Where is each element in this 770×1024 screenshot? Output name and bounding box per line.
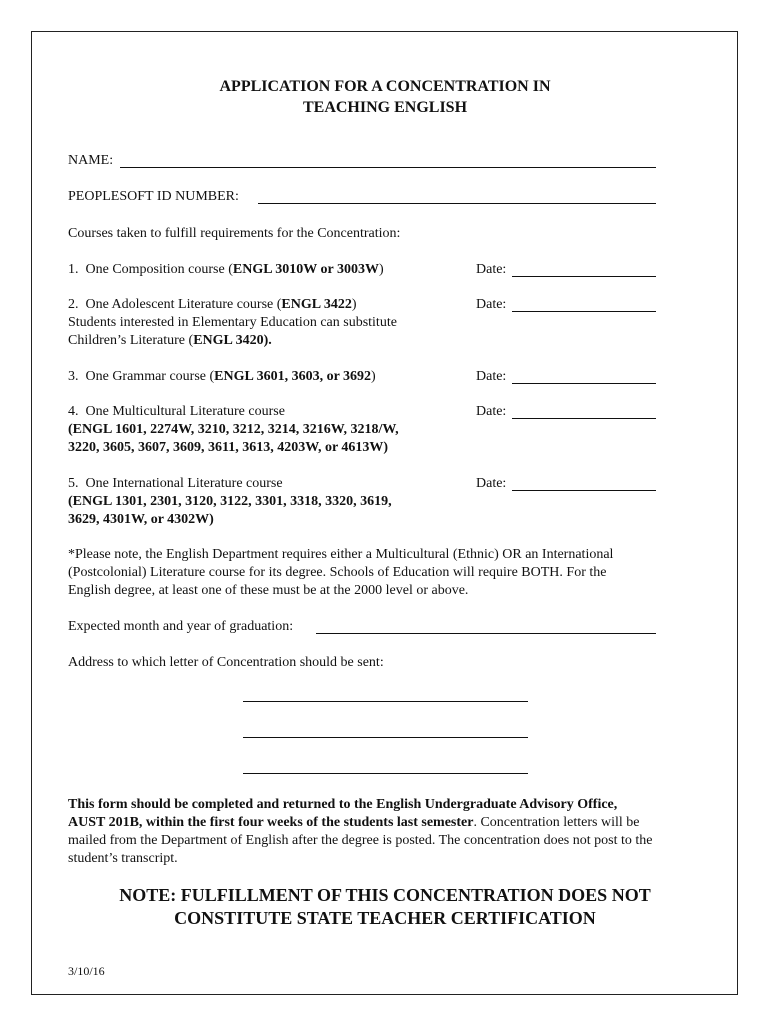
address-line-3-field[interactable] [243, 773, 528, 774]
graduation-field[interactable] [316, 633, 656, 634]
course-5 [68, 475, 283, 493]
course-2-close: ) [351, 297, 357, 312]
peoplesoft-id-field[interactable] [258, 203, 656, 204]
course-4 [68, 403, 285, 421]
course-3 [68, 368, 376, 386]
course-2-date-field[interactable] [512, 311, 656, 312]
course-3-number: 3. [68, 369, 79, 384]
address-line-2-field[interactable] [243, 737, 528, 738]
instructions-line-2-bold: AUST 201B, within the first four weeks of the students last semester [68, 815, 474, 830]
course-2-codes: ENGL 3422 [281, 297, 352, 312]
course-2 [68, 296, 357, 314]
course-2-note-1: Students interested in Elementary Education can substitute [68, 315, 397, 330]
name-field[interactable] [120, 167, 656, 168]
form-version-date: 3/10/16 [68, 964, 105, 978]
form-title-line-2: TEACHING ENGLISH [302, 99, 468, 116]
course-2-text: One Adolescent Literature course ( [85, 297, 282, 312]
course-3-date-field[interactable] [512, 383, 656, 384]
course-4-number: 4. [68, 404, 79, 419]
course-3-date-label: Date: [476, 369, 507, 384]
course-1-date-field[interactable] [512, 276, 656, 277]
peoplesoft-id-label: PEOPLESOFT ID NUMBER: [68, 189, 239, 204]
please-note-line-1: *Please note, the English Department requires either a Multicultural (Ethnic) OR an International [68, 547, 614, 562]
course-5-codes-2: 3629, 4301W, or 4302W) [68, 512, 214, 527]
course-4-codes-1: (ENGL 1601, 2274W, 3210, 3212, 3214, 3216W, 3218/W, [68, 422, 399, 437]
instructions-line-2 [68, 814, 639, 832]
course-1-codes: ENGL 3010W or 3003W [232, 262, 379, 277]
course-2-date-label: Date: [476, 297, 507, 312]
course-5-date-label: Date: [476, 476, 507, 491]
instructions-line-4: student’s transcript. [68, 851, 178, 866]
course-4-date-label: Date: [476, 404, 507, 419]
course-2-note-2 [68, 332, 272, 350]
course-1 [68, 261, 384, 279]
course-3-codes: ENGL 3601, 3603, or 3692 [214, 369, 372, 384]
instructions-line-1: This form should be completed and returned to the English Undergraduate Advisory Office, [68, 797, 618, 812]
course-4-text: One Multicultural Literature course [85, 404, 285, 419]
form-title-line-1: APPLICATION FOR A CONCENTRATION IN [219, 78, 551, 95]
course-3-close: ) [371, 369, 376, 384]
please-note-line-2: (Postcolonial) Literature course for its degree. Schools of Education will require BOTH. For the [68, 565, 607, 580]
course-2-number: 2. [68, 297, 79, 312]
course-4-date-field[interactable] [512, 418, 656, 419]
course-5-number: 5. [68, 476, 79, 491]
course-3-text: One Grammar course ( [85, 369, 215, 384]
address-line-1-field[interactable] [243, 701, 528, 702]
courses-intro: Courses taken to fulfill requirements for the Concentration: [68, 226, 401, 241]
please-note-line-3: English degree, at least one of these must be at the 2000 level or above. [68, 583, 469, 598]
course-2-note-2-codes: ENGL 3420). [193, 333, 272, 348]
instructions-line-2-rest: . Concentration letters will be [473, 815, 640, 830]
course-5-date-field[interactable] [512, 490, 656, 491]
course-1-date-label: Date: [476, 262, 507, 277]
instructions-line-3: mailed from the Department of English after the degree is posted. The concentration does not post to the [68, 833, 653, 848]
course-1-close: ) [379, 262, 384, 277]
final-note-line-1: NOTE: FULFILLMENT OF THIS CONCENTRATION DOES NOT [119, 885, 651, 905]
address-label: Address to which letter of Concentration should be sent: [68, 655, 384, 670]
name-label: NAME: [68, 153, 114, 168]
course-2-note-2-text: Children’s Literature ( [68, 333, 194, 348]
course-5-text: One International Literature course [85, 476, 283, 491]
graduation-label: Expected month and year of graduation: [68, 619, 294, 634]
final-note-line-2: CONSTITUTE STATE TEACHER CERTIFICATION [174, 908, 596, 928]
course-1-text: One Composition course ( [85, 262, 233, 277]
course-5-codes-1: (ENGL 1301, 2301, 3120, 3122, 3301, 3318, 3320, 3619, [68, 494, 392, 509]
course-4-codes-2: 3220, 3605, 3607, 3609, 3611, 3613, 4203W, or 4613W) [68, 440, 389, 455]
course-1-number: 1. [68, 262, 79, 277]
